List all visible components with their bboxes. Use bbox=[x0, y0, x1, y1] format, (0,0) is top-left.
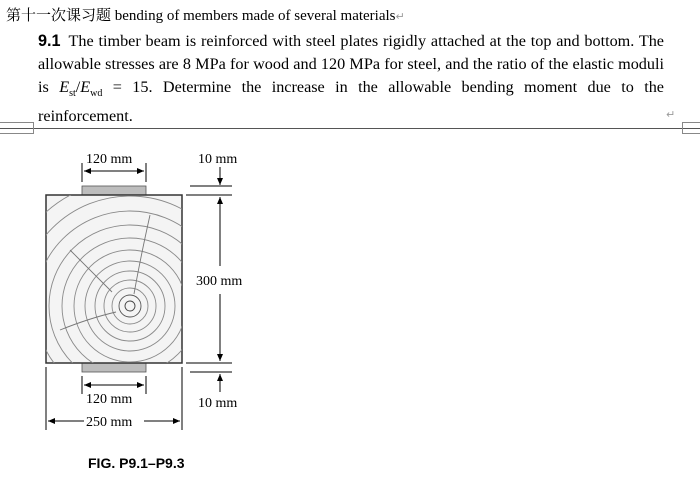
problem-number: 9.1 bbox=[38, 32, 61, 50]
ratio-numerator: E bbox=[59, 78, 70, 96]
ratio-numerator-sub: st bbox=[69, 88, 76, 100]
label-top-plate-thickness: 10 mm bbox=[198, 152, 238, 167]
bottom-steel-plate bbox=[82, 363, 146, 372]
ratio-value: = 15 bbox=[102, 78, 149, 96]
ratio-slash: / bbox=[75, 78, 81, 96]
return-mark-icon: ↵ bbox=[395, 10, 405, 23]
label-height: 300 mm bbox=[196, 274, 243, 289]
top-steel-plate bbox=[82, 186, 146, 195]
label-top-plate-width: 120 mm bbox=[86, 152, 133, 167]
problem-text-before: The timber beam is reinforced with steel plates rigidly attached at the top and bottom. The allowable stresses are 8 MPa for wood and 120 MPa for steel, and the ratio of the elastic moduli is bbox=[38, 32, 664, 96]
label-total-width: 250 mm bbox=[86, 415, 133, 430]
ratio-denominator-sub: wd bbox=[90, 88, 103, 100]
return-mark-icon: ↵ bbox=[666, 108, 676, 121]
figure-caption: FIG. P9.1–P9.3 bbox=[88, 455, 185, 471]
title-chinese: 第十一次课习题 bbox=[6, 6, 112, 24]
ratio-denominator: E bbox=[80, 78, 91, 96]
label-bottom-plate-thickness: 10 mm bbox=[198, 396, 238, 411]
title-english: bending of members made of several materials bbox=[111, 8, 396, 24]
problem-text-after: . Determine the increase in the allowable bending moment due to the reinforcement. bbox=[38, 78, 664, 126]
label-bottom-plate-width: 120 mm bbox=[86, 392, 133, 407]
